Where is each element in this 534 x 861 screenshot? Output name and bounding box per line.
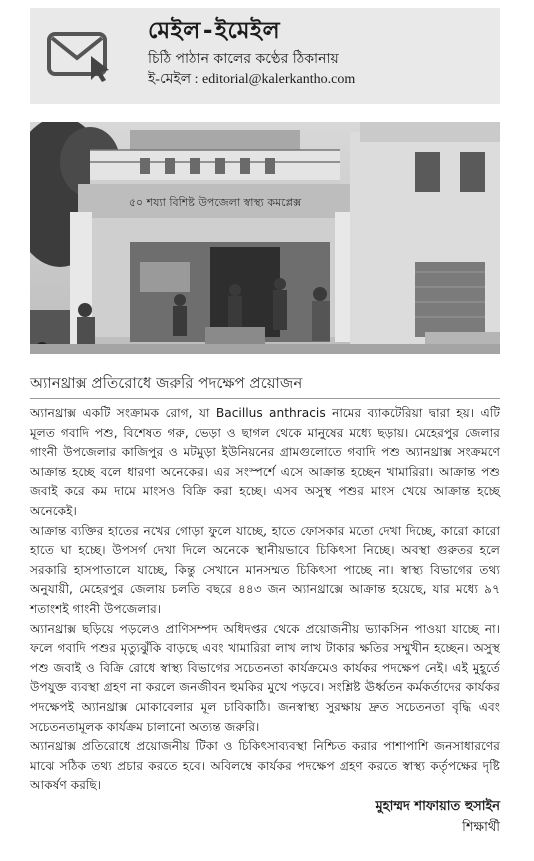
article-paragraph: অ্যানথ্রাক্স প্রতিরোধে প্রয়োজনীয় টিকা ও চিকিৎসাব্যবস্থা নিশ্চিত করার পাশাপাশি জনসাধারণের মাঝে সঠিক তথ্য প্রচার করতে হবে। অবিলম্বে কার্যকর পদক্ষেপ গ্রহণ করতে স্বাস্থ্য কর্তৃপক্ষের দৃষ্টি আকর্ষণ করছি। <box>30 739 500 793</box>
section-title: মেইল-ইমেইল <box>148 18 281 44</box>
article-paragraph: আক্রান্ত ব্যক্তির হাতের নখের গোড়া ফুলে যাচ্ছে, হাতে ফোসকার মতো দেখা দিচ্ছে, কারো কারো হাতে ঘা হচ্ছে। উপসর্গ দেখা দিলে অনেকে স্থানীয়ভাবে চিকিৎসা নিচ্ছে। অবস্থা গুরুতর হলে সরকারি হাসপাতালে যাচ্ছে, কিন্তু সেখানে মানসম্মত চিকিৎসা পাচ্ছে না। স্বাস্থ্য বিভাগের তথ্য অনুযায়ী, মেহেরপুর জেলায় চলতি বছরে ৪৪৩ জন অ্যানথ্রাক্সে আক্রান্ত হয়েছে, যার মধ্যে ৯৭ শতাংশই গাংনী উপজেলার। <box>30 523 500 616</box>
article-paragraph: অ্যানথ্রাক্স একটি সংক্রামক রোগ, যা Bacillus anthracis নামের ব্যাকটেরিয়া দ্বারা হয়। এটি মূলত গবাদি পশু, বিশেষত গরু, ভেড়া ও ছাগল থেকে মানুষের মধ্যে ছড়ায়। মেহেরপুর জেলার গাংনী উপজেলার কাজিপুর ও মটমুড়া ইউনিয়নের গ্রামগুলোতে গবাদি পশু অ্যানথ্রাক্স সংক্রমণে আক্রান্ত হচ্ছে বলে ধারণা অনেকের। এর সংস্পর্শে এসে আক্রান্ত হচ্ছেন খামারিরা। আক্রান্ত পশু জবাই করে কম দামে মাংসও বিক্রি করা হচ্ছে। এসব অসুস্থ পশুর মাংস খেয়ে আক্রান্ত হচ্ছে অনেকেই। <box>30 406 500 518</box>
hospital-sign: ৫০ শয্যা বিশিষ্ট উপজেলা স্বাস্থ্য কমপ্লেক্স <box>128 196 302 209</box>
author-signature <box>376 796 500 838</box>
article-body <box>30 404 500 796</box>
contact-email: ই-মেইল : editorial@kalerkantho.com <box>148 72 356 87</box>
section-subtitle: চিঠি পাঠান কালের কণ্ঠের ঠিকানায় <box>148 51 339 67</box>
author-name: মুহাম্মদ শাফায়াত হুসাইন <box>375 799 500 814</box>
article-paragraph: অ্যানথ্রাক্স ছড়িয়ে পড়লেও প্রাণিসম্পদ অধিদপ্তর থেকে প্রয়োজনীয় ভ্যাকসিন পাওয়া যাচ্ছে না। ফলে গবাদি পশুর মৃত্যুঝুঁকি বাড়ছে এবং খামারিরা লাখ লাখ টাকার ক্ষতির সম্মুখীন হচ্ছেন। অসুস্থ পশু জবাই ও বিক্রি রোধে স্বাস্থ্য বিভাগের সচেতনতা কার্যক্রমেও কার্যকর পদক্ষেপ নেই। এই মুহূর্তে উপযুক্ত ব্যবস্থা গ্রহণ না করলে জনজীবন হুমকির মুখে পড়বে। সংশ্লিষ্ট ঊর্ধ্বতন কর্মকর্তাদের কার্যকর পদক্ষেপই অ্যানথ্রাক্স মোকাবেলার মূল চাবিকাঠি। জনস্বাস্থ্য সুরক্ষায় দ্রুত সচেতনতা বৃদ্ধি এবং সচেতনতামূলক কার্যক্রম চালানো অত্যন্ত জরুরি। <box>30 621 500 734</box>
hospital-photo <box>30 122 500 354</box>
mail-send-icon <box>47 30 111 82</box>
mail-email-header <box>30 8 500 104</box>
article-headline: অ্যানথ্রাক্স প্রতিরোধে জরুরি পদক্ষেপ প্রয়োজন <box>30 374 303 392</box>
headline-divider <box>30 398 500 399</box>
author-role: শিক্ষার্থী <box>462 820 500 835</box>
